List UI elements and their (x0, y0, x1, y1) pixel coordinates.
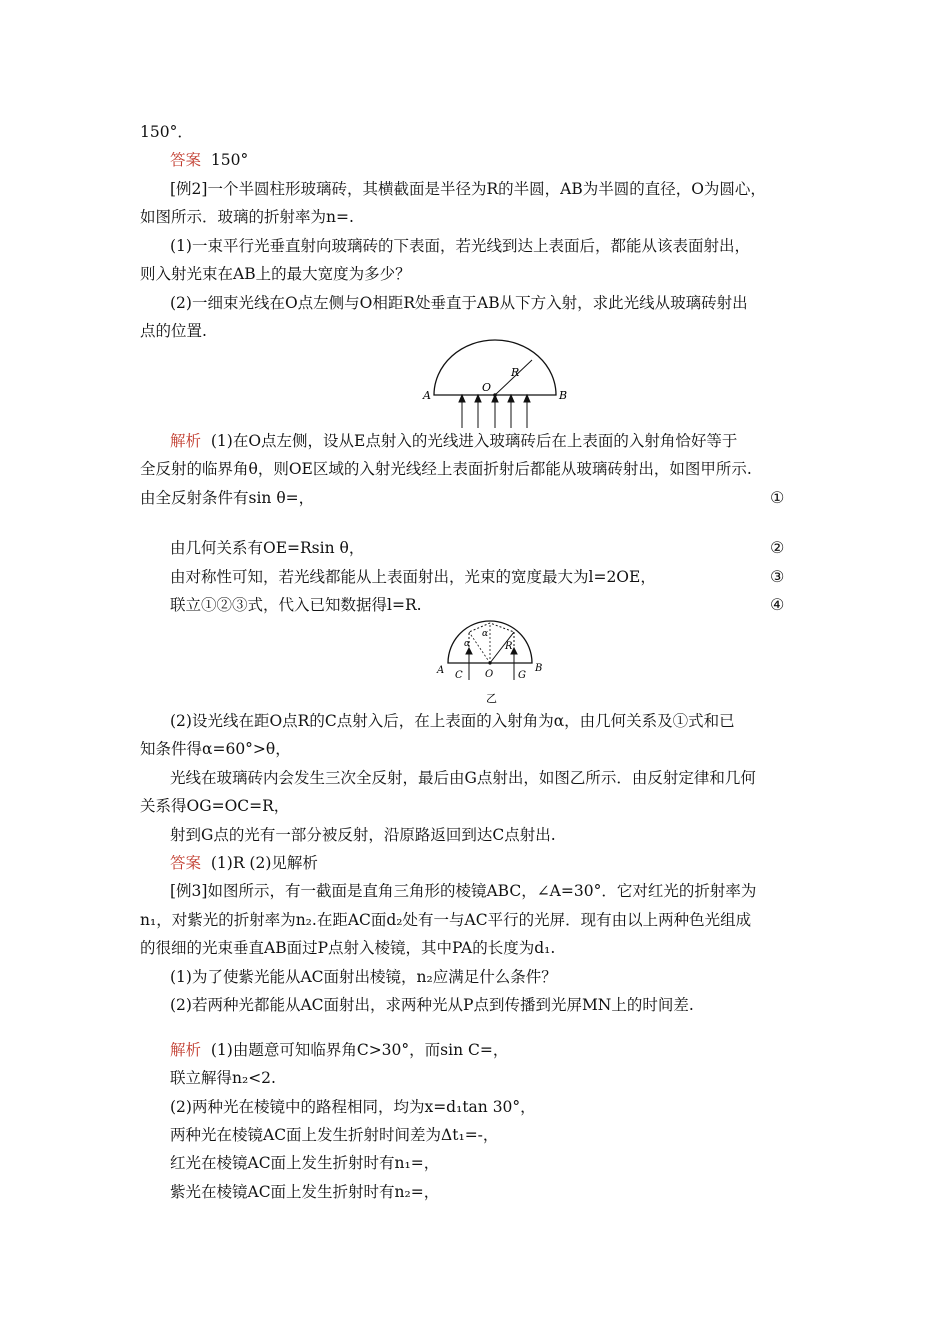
label-r: R (511, 366, 520, 379)
equation-marker: ① (770, 488, 785, 507)
text-line: 答案 150° (170, 151, 249, 169)
text-line: 150°． (140, 123, 193, 141)
text-line: (2)一细束光线在O点左侧与O相距R处垂直于AB从下方入射，求此光线从玻璃砖射出 (170, 294, 748, 312)
text-line: 答案 (1)R (2)见解析 (170, 854, 318, 872)
label-alpha-top: α (482, 629, 489, 639)
text-line: 红光在棱镜AC面上发生折射时有n₁=， (170, 1154, 440, 1172)
text-line: 联立解得n₂<2. (170, 1069, 276, 1087)
text-line: (1)为了使紫光能从AC面射出棱镜，n₂应满足什么条件？ (170, 968, 557, 986)
text-line: 由几何关系有OE=Rsin θ， (170, 539, 365, 557)
answer-label: 答案 (170, 854, 202, 872)
label-alpha-left: α (464, 639, 471, 649)
label-o: O (485, 669, 494, 680)
text-line: 解析 (1)在O点左侧，设从E点射入的光线进入玻璃砖后在上表面的入射角恰好等于 (170, 432, 738, 450)
figure-yi-reflections (434, 618, 554, 706)
text-line: 关系得OG=OC=R， (140, 797, 290, 815)
text-line: 紫光在棱镜AC面上发生折射时有n₂=， (170, 1183, 440, 1201)
equation-marker: ④ (770, 595, 785, 614)
label-b: B (559, 389, 568, 402)
label-a: A (437, 665, 445, 676)
label-r: R (505, 641, 513, 652)
text-line: (2)设光线在距O点R的C点射入后，在上表面的入射角为α，由几何关系及①式和已 (170, 712, 735, 730)
label-g: G (518, 670, 526, 681)
text-line: 如图所示．玻璃的折射率为n=. (140, 208, 354, 226)
label-o: O (482, 381, 492, 394)
equation-marker: ② (770, 538, 785, 557)
label-c: C (455, 670, 463, 681)
text-line: 两种光在棱镜AC面上发生折射时间差为Δt₁=-， (170, 1126, 499, 1144)
analysis-label: 解析 (170, 1041, 202, 1059)
text-line: 由对称性可知，若光线都能从上表面射出，光束的宽度最大为l=2OE， (170, 568, 656, 586)
equation-marker: ③ (770, 567, 785, 586)
text-line: n₁，对紫光的折射率为n₂.在距AC面d₂处有一与AC平行的光屏．现有由以上两种色光组成 (140, 911, 752, 929)
text-line: [例2]一个半圆柱形玻璃砖，其横截面是半径为R的半圆，AB为半圆的直径，O为圆心， (170, 180, 766, 198)
text-line: 全反射的临界角θ，则OE区域的入射光线经上表面折射后都能从玻璃砖射出，如图甲所示. (140, 460, 752, 478)
text-line: 则入射光束在AB上的最大宽度为多少？ (140, 265, 411, 283)
answer-label: 答案 (170, 151, 202, 169)
text-line: 由全反射条件有sin θ=， (140, 489, 315, 507)
text-line: 射到G点的光有一部分被反射，沿原路返回到达C点射出. (170, 826, 556, 844)
text-line: 的很细的光束垂直AB面过P点射入棱镜，其中PA的长度为d₁. (140, 939, 556, 957)
text-line: 解析 (1)由题意可知临界角C>30°，而sin C=， (170, 1041, 509, 1059)
analysis-label: 解析 (170, 432, 202, 450)
figure-semicircle-rays (420, 335, 570, 435)
text-line: 光线在玻璃砖内会发生三次全反射，最后由G点射出，如图乙所示．由反射定律和几何 (170, 769, 756, 787)
text-line: (2)若两种光都能从AC面射出，求两种光从P点到传播到光屏MN上的时间差. (170, 996, 694, 1014)
figure-caption: 乙 (486, 692, 497, 705)
text-line: (1)一束平行光垂直射向玻璃砖的下表面，若光线到达上表面后，都能从该表面射出， (170, 237, 750, 255)
text-line: 点的位置. (140, 322, 207, 340)
label-b: B (535, 663, 543, 674)
text-line: 知条件得α=60°>θ， (140, 740, 291, 758)
text-line: [例3]如图所示，有一截面是直角三角形的棱镜ABC，∠A=30°．它对红光的折射率为 (170, 882, 757, 900)
label-a: A (423, 389, 431, 402)
text-line: 联立①②③式，代入已知数据得l=R. (170, 596, 422, 614)
text-line: (2)两种光在棱镜中的路程相同，均为x=d₁tan 30°， (170, 1098, 536, 1116)
